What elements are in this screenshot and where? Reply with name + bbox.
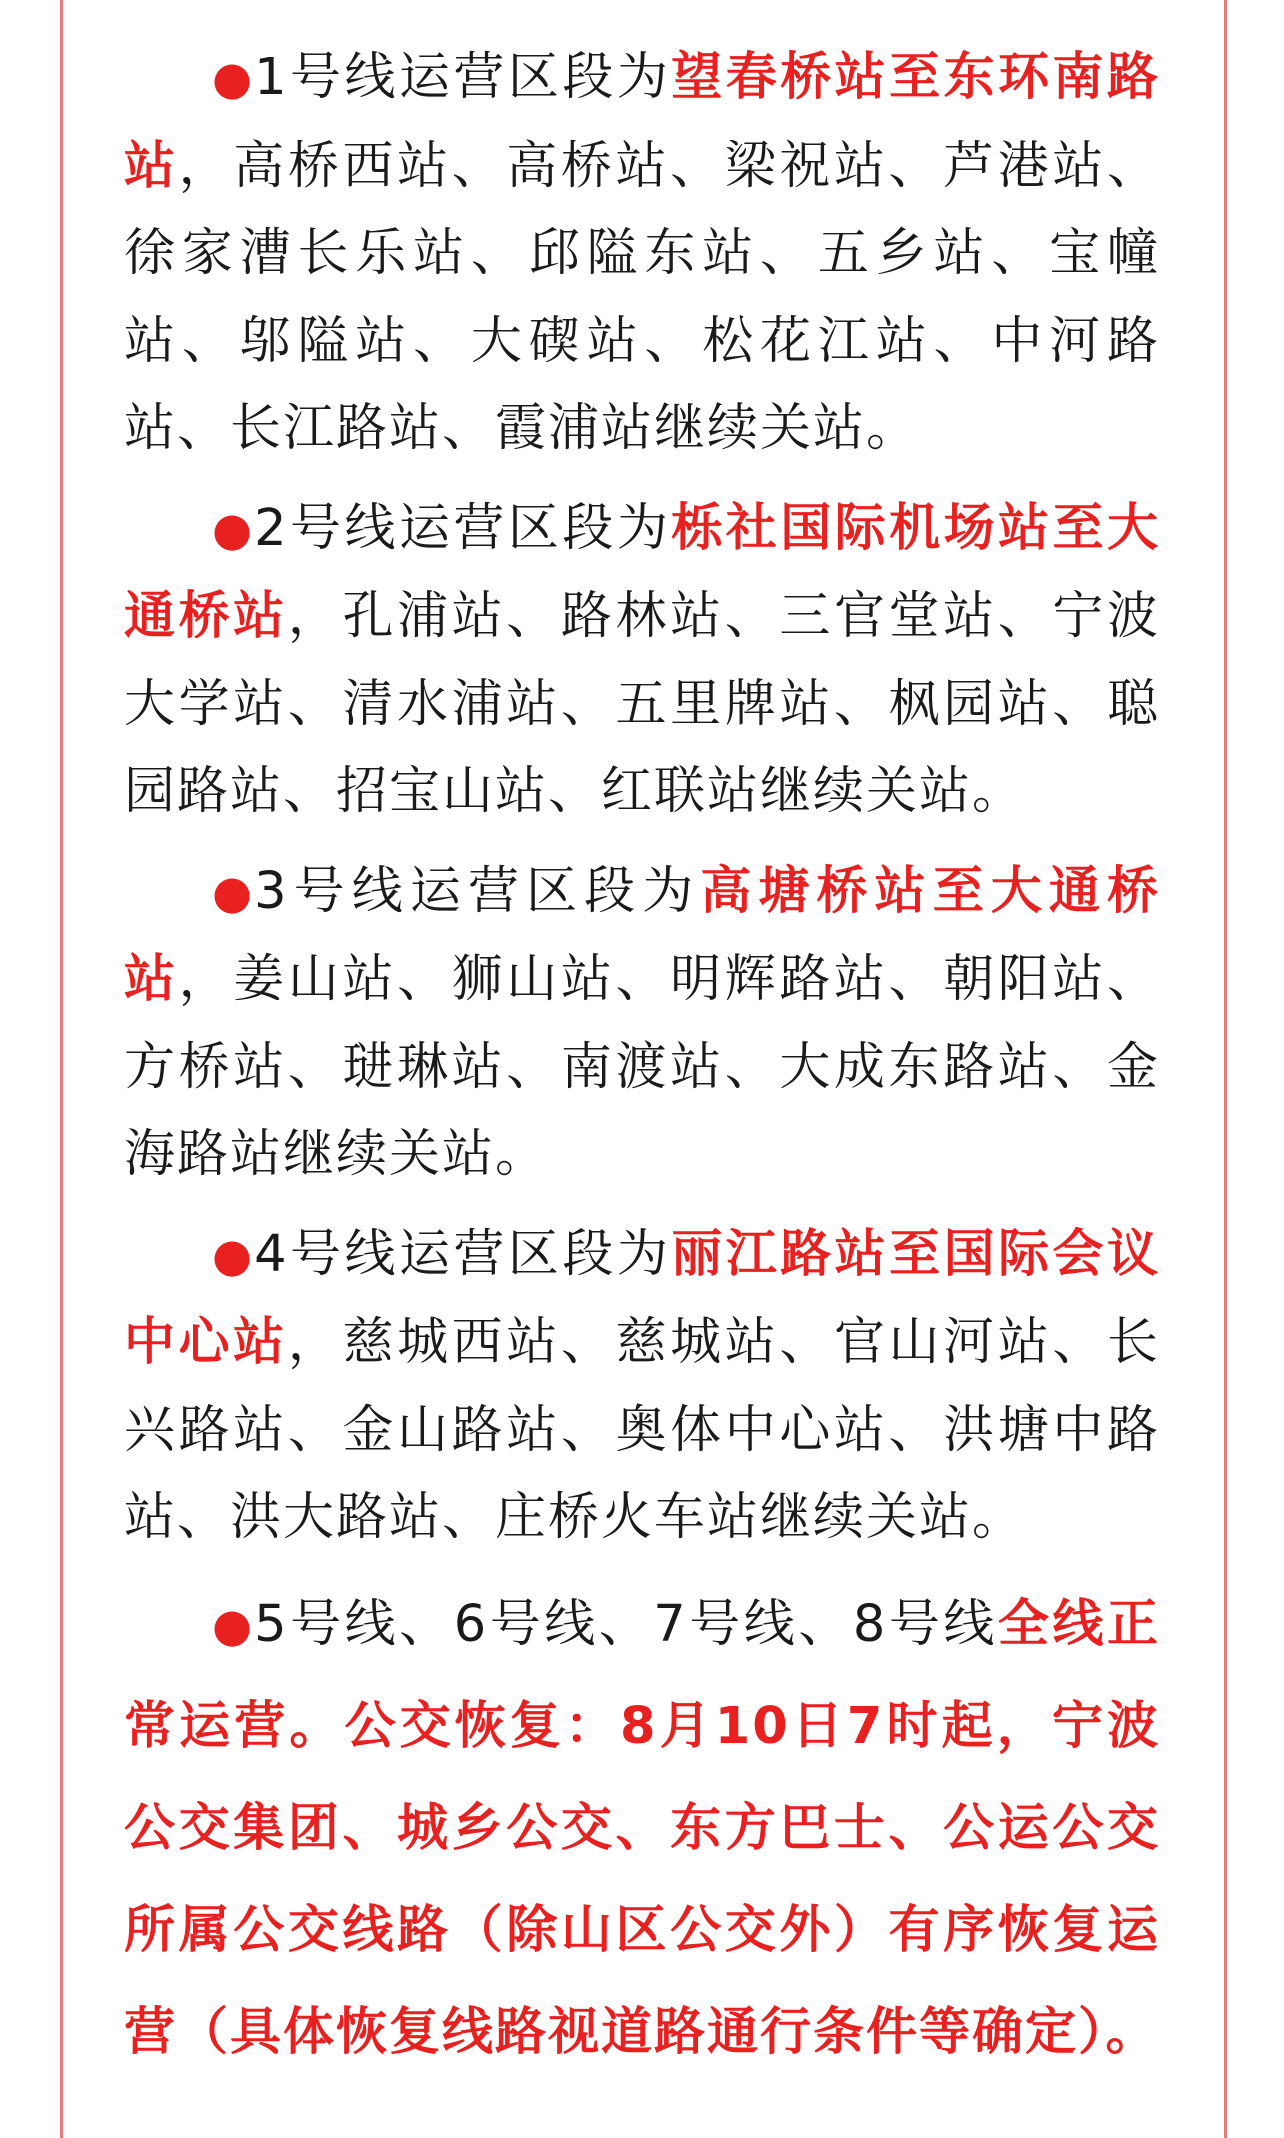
red-bullet-icon: ● [212, 864, 255, 919]
right-border-line [1224, 0, 1227, 2138]
paragraph-highlight: 高塘桥站至大通桥站 [124, 861, 1160, 1009]
paragraph-rest: ，慈城西站、慈城站、官山河站、长兴路站、金山路站、奥体中心站、洪塘中路站、洪大路站、庄桥火车站继续关站。 [124, 1313, 1160, 1547]
paragraph-line-2 [124, 485, 1160, 836]
paragraph-rest: ，孔浦站、路林站、三官堂站、宁波大学站、清水浦站、五里牌站、枫园站、聪园路站、招宝山站、红联站继续关站。 [124, 587, 1160, 821]
paragraph-highlight: 望春桥站至东环南路站 [124, 48, 1160, 196]
red-bullet-icon: ● [212, 51, 255, 105]
paragraph-lead: 4号线运营区段为 [254, 1224, 672, 1284]
paragraph-line-4 [124, 1211, 1160, 1562]
red-bullet-icon: ● [212, 1227, 255, 1282]
paragraph-lead: 5号线、6号线、7号线、8号线 [254, 1594, 998, 1654]
paragraph-rest: ，姜山站、狮山站、明辉路站、朝阳站、方桥站、琎琳站、南渡站、大成东路站、金海路站继续关站。 [124, 950, 1160, 1184]
paragraph-lead: 2号线运营区段为 [254, 498, 672, 558]
red-bullet-icon: ● [212, 501, 255, 556]
left-border-line [60, 0, 63, 2138]
paragraph-rest: ，高桥西站、高桥站、梁祝站、芦港站、徐家漕长乐站、邱隘东站、五乡站、宝幢站、邬隘站、大碶站、松花江站、中河路站、长江路站、霞浦站继续关站。 [124, 136, 1160, 458]
paragraph-highlight: 栎社国际机场站至大通桥站 [124, 498, 1160, 646]
paragraph-line-1 [124, 34, 1160, 473]
paragraph-line-3 [124, 848, 1160, 1199]
paragraph-lead: 3号线运营区段为 [254, 861, 701, 921]
paragraph-other-lines-and-bus [124, 1574, 1160, 2084]
red-bullet-icon: ● [212, 1597, 255, 1652]
article-body [124, 34, 1160, 2096]
paragraph-lead: 1号线运营区段为 [254, 48, 672, 107]
paragraph-highlight: 全线正常运营。公交恢复：8月10日7时起，宁波公交集团、城乡公交、东方巴士、公运公交所属公交线路（除山区公交外）有序恢复运营（具体恢复线路视道路通行条件等确定）。 [124, 1594, 1160, 2062]
paragraph-highlight: 丽江路站至国际会议中心站 [124, 1224, 1160, 1372]
